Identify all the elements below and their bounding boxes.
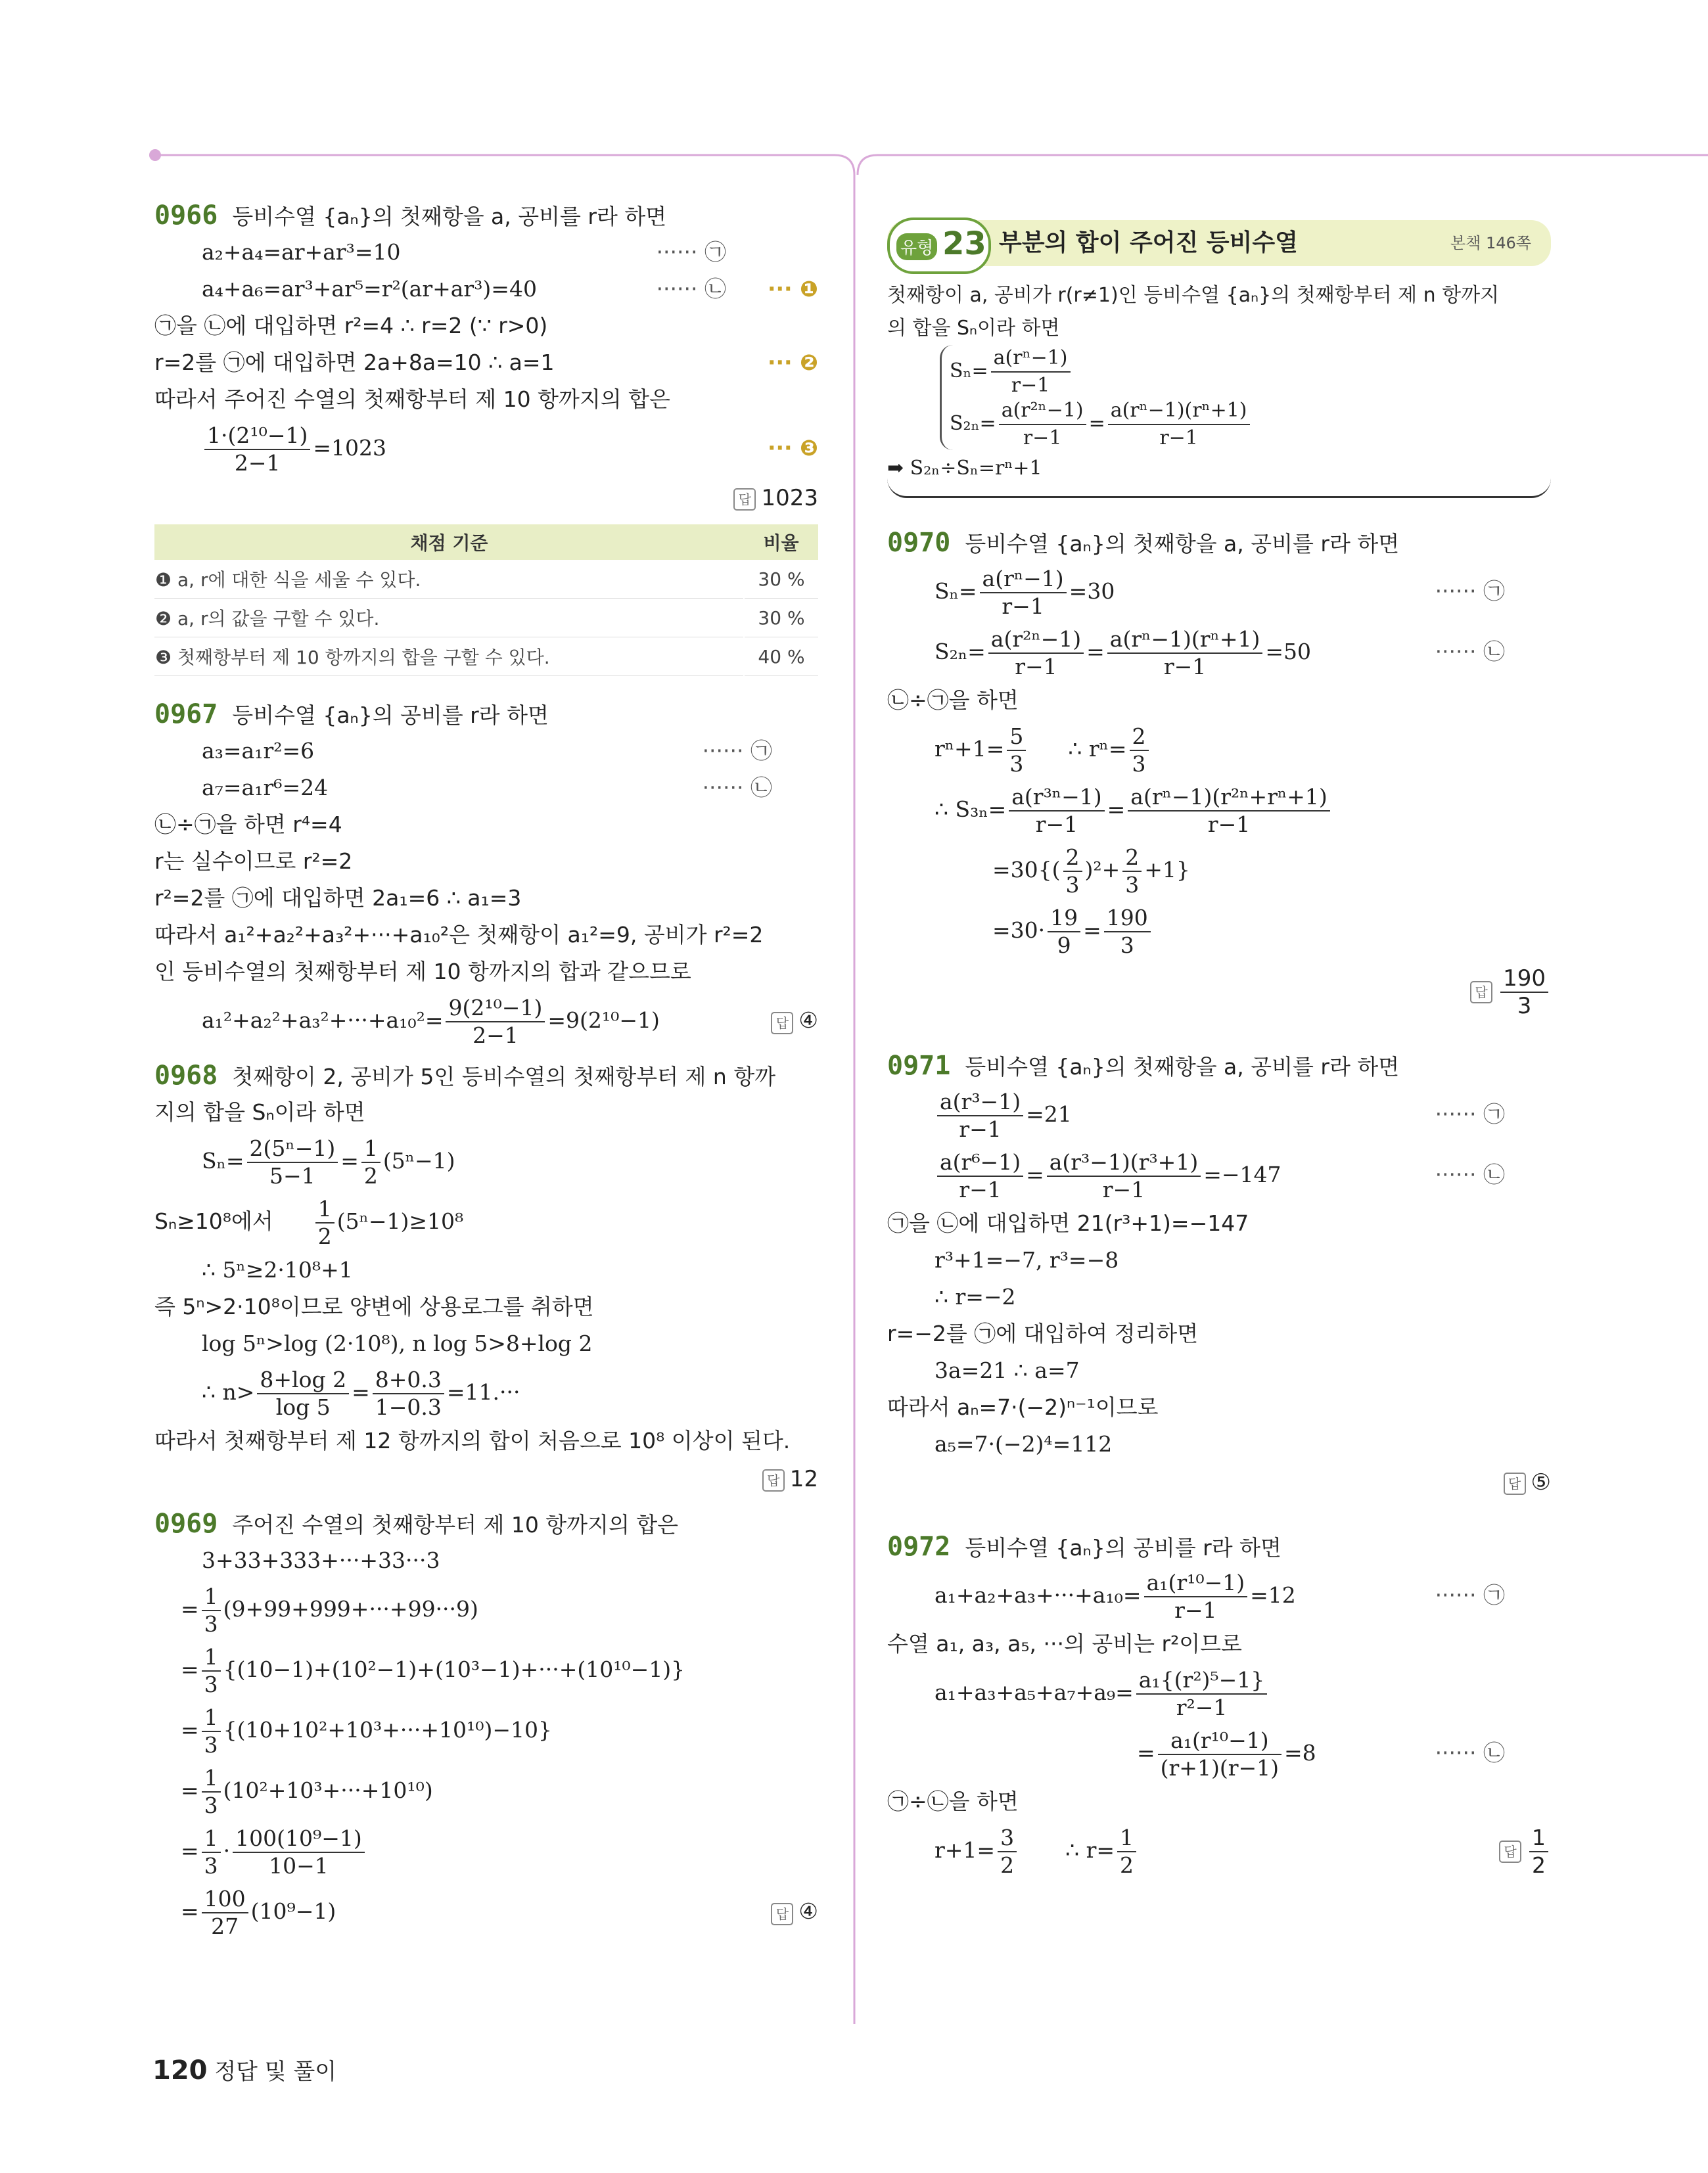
type-header <box>887 220 1551 266</box>
problem-number: 0968 <box>154 1061 218 1091</box>
fraction: $\frac{190}{3}$ <box>1104 905 1151 959</box>
equation: log 5ⁿ>log (2·10⁸), n log 5>8+log 2 <box>202 1331 593 1356</box>
problem-intro: 등비수열 {aₙ}의 첫째항을 a, 공비를 r라 하면 <box>232 204 667 229</box>
solution-line: 즉 5ⁿ>2·10⁸이므로 양변에 상용로그를 취하면 <box>154 1294 594 1319</box>
equation: =9(2¹⁰−1) <box>547 1007 660 1033</box>
problem-intro: 지의 합을 Sₙ이라 하면 <box>154 1099 365 1125</box>
solution-line: ㉡÷㉠을 하면 <box>887 687 1019 713</box>
answer: 답 ④ <box>771 1881 818 1942</box>
fraction: $\frac{1}{3}$ <box>202 1644 221 1698</box>
answer: 답 $\frac{1}{2}$ <box>1499 1820 1551 1881</box>
problem-0967 <box>154 696 818 1051</box>
equation-marker: ······ ㉡ <box>656 276 726 302</box>
solution-line: 따라서 a₁²+a₂²+a₃²+···+a₁₀²은 첫째항이 a₁²=9, 공비가 r²=2 <box>154 922 764 948</box>
footer-text: 정답 및 풀이 <box>214 2059 337 2085</box>
solution-line: ㉠을 ㉡에 대입하면 r²=4 ∴ r=2 (∵ r>0) <box>154 313 548 338</box>
fraction: $\frac{\text{a₁(r¹⁰−1)}}{(r+1)(r-1)}$ <box>1158 1727 1281 1781</box>
equation: a₇=a₁r⁶=24 <box>202 775 329 800</box>
page-footer <box>152 2053 336 2086</box>
fraction: $\frac{1}{2}$ <box>1117 1825 1136 1879</box>
fraction: $\frac{\text{a(rⁿ−1)(rⁿ+1)}}{r-1}$ <box>1108 398 1250 451</box>
answer: 답 ⑤ <box>887 1463 1551 1502</box>
step-marker: ··· ❷ <box>767 350 818 375</box>
fraction: $\frac{2}{3}$ <box>1063 844 1082 898</box>
fraction: $\frac{1}{3}$ <box>202 1765 221 1819</box>
fraction: $\frac{\text{100(10⁹−1)}}{10-1}$ <box>233 1825 365 1879</box>
problem-intro: 첫째항이 2, 공비가 5인 등비수열의 첫째항부터 제 n 항까 <box>232 1064 776 1089</box>
equation-marker: ······ ㉡ <box>702 775 772 800</box>
problem-0969: 0969 주어진 수열의 첫째항부터 제 10 항까지의 합은 3+33+333+···+33···3 = $\frac{1}{3}$ (9+99+999+···+99···9) = $\frac{1}{3}$ {(10−1)+(10²−1)+(10³−1)+···+(10¹⁰−1)} = $\frac{1}{3}$ {(10+10²+10³+···+10¹⁰)−10} = $\frac{1}{3}$ (10²+10³+···+10¹⁰) = $\frac{1}{3}$ · $\frac{\text{100(10⁹−1)}}{10-1}$ = $\frac{100}{27}$ (10⁹−1) 답 ④ <box>154 1505 818 1942</box>
fraction: $\frac{19}{9}$ <box>1048 905 1080 959</box>
equation: a₁²+a₂²+a₃²+···+a₁₀²= <box>202 1007 444 1033</box>
fraction: $\frac{1}{2}$ <box>361 1135 381 1189</box>
fraction: $\frac{\text{a(r²ⁿ−1)}}{r-1}$ <box>999 398 1086 451</box>
equation: =1023 <box>313 435 386 461</box>
frame-line-right <box>858 155 1708 175</box>
fraction: $\frac{\text{a(r³ⁿ−1)}}{r-1}$ <box>1009 784 1104 838</box>
fraction: $\frac{100}{27}$ <box>202 1886 248 1940</box>
problem-0970: 0970 등비수열 {aₙ}의 첫째항을 a, 공비를 r라 하면 Sₙ= $\frac{\text{a(rⁿ−1)}}{r-1}$ =30 ······ ㉠ S₂ₙ= $\frac{\text{a(r²ⁿ−1)}}{r-1}$ = $\frac{\text{a(rⁿ−1)(rⁿ+1)}}{r-1}$ =50 ······ ㉡ ㉡÷㉠을 하면 rⁿ+1= $\frac{5}{3}$ ∴ rⁿ= $\frac{2}{3}$ ∴ S₃ₙ= $\frac{\text{a(r³ⁿ−1)}}{r-1}$ = $\frac{\text{a(rⁿ−1)(r²ⁿ+rⁿ+1)}}{r-1}$ =30{( $\frac{2}{3}$ )²+ $\frac{2}{3}$ +1} =30· $\frac{19}{9}$ = $\frac{190}{3}$ 답 $\frac{190}{3}$ <box>887 524 1551 1021</box>
solution-line: ㉠÷㉡을 하면 <box>887 1789 1019 1814</box>
solution-line: 따라서 주어진 수열의 첫째항부터 제 10 항까지의 합은 <box>154 386 670 412</box>
fraction: $\frac{2}{3}$ <box>1122 844 1142 898</box>
fraction: $\frac{\text{a₁\{(r²)⁵−1\}}}{\text{r²−1}}$ <box>1136 1667 1268 1721</box>
fraction: $\frac{3}{2}$ <box>998 1825 1017 1879</box>
fraction: $\frac{\text{a(rⁿ−1)}}{r-1}$ <box>991 345 1071 399</box>
problem-0968: 0968 첫째항이 2, 공비가 5인 등비수열의 첫째항부터 제 n 항까 지의 합을 Sₙ이라 하면 Sₙ= $\frac{\text{2(5ⁿ−1)}}{5-1}$ = $\frac{1}{2}$ (5ⁿ−1) Sₙ≥10⁸에서 $\frac{1}{2}$ (5ⁿ−1)≥10⁸ ∴ 5ⁿ≥2·10⁸+1 즉 5ⁿ>2·10⁸이므로 양변에 상용로그를 취하면 log 5ⁿ>log (2·10⁸), n log 5>8+log 2 ∴ n> $\frac{8+\log 2}{\log 5}$ = $\frac{8+0.3}{1-0.3}$ =11.··· 따라서 첫째항부터 제 12 항까지의 합이 처음으로 10⁸ 이상이 된다. 답 12 <box>154 1057 818 1499</box>
table-header: 비율 <box>744 524 818 560</box>
fraction: $\frac{8+\log 2}{\log 5}$ <box>257 1367 349 1421</box>
equation: ∴ r=−2 <box>935 1284 1016 1310</box>
type-summary: 첫째항이 a, 공비가 r(r≠1)인 등비수열 {aₙ}의 첫째항부터 제 n 항까지 의 합을 Sₙ이라 하면 Sₙ= $\frac{\text{a(rⁿ−1)}}{r-1}$ S₂ₙ= $\frac{\text{a(r²ⁿ−1)}}{r-1}$ = $\frac{\text{a(rⁿ−1)(rⁿ+1)}}{r-1}$ ➡ S₂ₙ÷Sₙ=rⁿ+1 <box>887 279 1551 498</box>
problem-number: 0971 <box>887 1051 951 1081</box>
equation: a₄+a₆=ar³+ar⁵=r²(ar+ar³)=40 <box>202 276 537 302</box>
fraction: $\frac{1}{3}$ <box>202 1825 221 1879</box>
problem-intro: 등비수열 {aₙ}의 공비를 r라 하면 <box>232 702 549 728</box>
solution-line: r는 실수이므로 r²=2 <box>154 848 353 874</box>
fraction: $\frac{\text{a(r⁶−1)}}{r-1}$ <box>937 1149 1023 1203</box>
problem-0971: 0971 등비수열 {aₙ}의 첫째항을 a, 공비를 r라 하면 $\frac{\text{a(r³−1)}}{r-1}$ =21 ······ ㉠ $\frac{\text{a(r⁶−1)}}{r-1}$ = $\frac{\text{a(r³−1)(r³+1)}}{r-1}$ =−147 ······ ㉡ ㉠을 ㉡에 대입하면 21(r³+1)=−147 r³+1=−7, r³=−8 ∴ r=−2 r=−2를 ㉠에 대입하여 정리하면 3a=21 ∴ a=7 따라서 aₙ=7·(−2)ⁿ⁻¹이므로 a₅=7·(−2)⁴=112 답 ⑤ <box>887 1047 1551 1502</box>
fraction: $\frac{\text{a(rⁿ−1)(r²ⁿ+rⁿ+1)}}{r-1}$ <box>1128 784 1330 838</box>
solution-line: 수열 a₁, a₃, a₅, ···의 공비는 r²이므로 <box>887 1631 1242 1657</box>
equation: ∴ 5ⁿ≥2·10⁸+1 <box>202 1257 353 1283</box>
problem-number: 0972 <box>887 1532 951 1562</box>
left-column <box>154 197 818 1942</box>
problem-intro: 주어진 수열의 첫째항부터 제 10 항까지의 합은 <box>232 1512 679 1538</box>
problem-number: 0967 <box>154 699 218 729</box>
fraction: $\frac{\text{1·(2¹⁰−1)}}{2-1}$ <box>204 423 310 476</box>
equation: r³+1=−7, r³=−8 <box>935 1247 1119 1273</box>
problem-intro: 등비수열 {aₙ}의 첫째항을 a, 공비를 r라 하면 <box>965 531 1400 557</box>
fraction: $\frac{\text{a(r²ⁿ−1)}}{r-1}$ <box>988 626 1084 680</box>
table-header: 채점 기준 <box>154 524 744 560</box>
fraction: $\frac{2}{3}$ <box>1130 723 1149 777</box>
step-marker: ··· ❶ <box>767 276 818 302</box>
problem-intro: 등비수열 {aₙ}의 공비를 r라 하면 <box>965 1535 1281 1561</box>
equation-marker: ······ ㉠ <box>702 738 772 764</box>
equation: 3+33+333+···+33···3 <box>202 1547 440 1573</box>
problem-number: 0970 <box>887 528 951 558</box>
fraction: $\frac{1}{3}$ <box>202 1704 221 1758</box>
table-row: ❷ a, r의 값을 구할 수 있다. 30 % <box>154 599 818 637</box>
fraction: $\frac{\text{a(r³−1)(r³+1)}}{r-1}$ <box>1047 1149 1201 1203</box>
right-column <box>887 220 1551 1881</box>
equation: a₂+a₄=ar+ar³=10 <box>202 239 401 265</box>
equation-marker: ······ ㉡ <box>1435 639 1505 664</box>
type-badge: 유형 23 <box>887 217 991 274</box>
problem-0972: 0972 등비수열 {aₙ}의 공비를 r라 하면 a₁+a₂+a₃+···+a₁₀= $\frac{\text{a₁(r¹⁰−1)}}{r-1}$ =12 ······ ㉠ 수열 a₁, a₃, a₅, ···의 공비는 r²이므로 a₁+a₃+a₅+a₇+a₉= $\frac{\text{a₁\{(r²)⁵−1\}}}{\text{r²−1}}$ = $\frac{\text{a₁(r¹⁰−1)}}{(r+1)(r-1)}$ =8 ······ ㉡ ㉠÷㉡을 하면 r+1= $\frac{3}{2}$ ∴ r= $\frac{1}{2}$ 답 $\frac{1}{2}$ <box>887 1528 1551 1881</box>
solution-line: ㉡÷㉠을 하면 r⁴=4 <box>154 812 342 837</box>
equation-marker: ······ ㉠ <box>1435 578 1505 604</box>
solution-line: 인 등비수열의 첫째항부터 제 10 항까지의 합과 같으므로 <box>154 959 691 984</box>
answer: 답 $\frac{190}{3}$ <box>887 961 1551 1021</box>
fraction: $\frac{\text{9(2¹⁰−1)}}{2-1}$ <box>446 995 545 1049</box>
fraction: $\frac{1}{3}$ <box>202 1584 221 1637</box>
equation-marker: ······ ㉡ <box>1435 1740 1505 1766</box>
page-number: 120 <box>152 2055 208 2086</box>
equation: a₃=a₁r²=6 <box>202 738 315 764</box>
equation-marker: ······ ㉡ <box>1435 1162 1505 1187</box>
solution-line: 따라서 aₙ=7·(−2)ⁿ⁻¹이므로 <box>887 1394 1159 1420</box>
fraction: $\frac{\text{2(5ⁿ−1)}}{5-1}$ <box>247 1135 338 1189</box>
grading-criteria-table <box>154 524 818 676</box>
equation: a₅=7·(−2)⁴=112 <box>935 1431 1113 1457</box>
equation: 3a=21 ∴ a=7 <box>935 1358 1080 1383</box>
fraction: $\frac{\text{a₁(r¹⁰−1)}}{r-1}$ <box>1144 1570 1248 1624</box>
fraction: $\frac{8+0.3}{1-0.3}$ <box>373 1367 444 1421</box>
solution-line: 따라서 첫째항부터 제 12 항까지의 합이 처음으로 10⁸ 이상이 된다. <box>154 1428 791 1453</box>
type-title: 부분의 합이 주어진 등비수열 <box>999 229 1298 256</box>
equation-marker: ······ ㉠ <box>1435 1101 1505 1127</box>
fraction: $\frac{5}{3}$ <box>1007 723 1026 777</box>
equation-marker: ······ ㉠ <box>1435 1582 1505 1608</box>
answer: 답 12 <box>154 1459 818 1499</box>
problem-number: 0966 <box>154 200 218 231</box>
problem-intro: 등비수열 {aₙ}의 첫째항을 a, 공비를 r라 하면 <box>965 1054 1400 1080</box>
type-reference: 본책 146쪽 <box>1450 234 1531 252</box>
summary-result: ➡ S₂ₙ÷Sₙ=rⁿ+1 <box>887 457 1042 480</box>
fraction: $\frac{\text{a(rⁿ−1)}}{r-1}$ <box>980 566 1067 620</box>
table-row: ❶ a, r에 대한 식을 세울 수 있다. 30 % <box>154 560 818 599</box>
equation-marker: ······ ㉠ <box>656 239 726 265</box>
table-row: ❸ 첫째항부터 제 10 항까지의 합을 구할 수 있다. 40 % <box>154 637 818 676</box>
problem-0966 <box>154 197 818 518</box>
step-marker: ··· ❸ <box>767 435 818 461</box>
solution-line: ㉠을 ㉡에 대입하면 21(r³+1)=−147 <box>887 1210 1249 1236</box>
problem-number: 0969 <box>154 1509 218 1539</box>
solution-line: r=2를 ㉠에 대입하면 2a+8a=10 ∴ a=1 <box>154 350 555 375</box>
answer: 답 ④ <box>771 990 818 1051</box>
answer: 답 1023 <box>154 478 818 518</box>
solution-line: r²=2를 ㉠에 대입하면 2a₁=6 ∴ a₁=3 <box>154 885 522 911</box>
fraction: $\frac{\text{a(r³−1)}}{r-1}$ <box>937 1089 1023 1143</box>
fraction: $\frac{1}{2}$ <box>315 1196 335 1250</box>
fraction: $\frac{\text{a(rⁿ−1)(rⁿ+1)}}{r-1}$ <box>1107 626 1263 680</box>
solution-line: r=−2를 ㉠에 대입하여 정리하면 <box>887 1321 1199 1346</box>
